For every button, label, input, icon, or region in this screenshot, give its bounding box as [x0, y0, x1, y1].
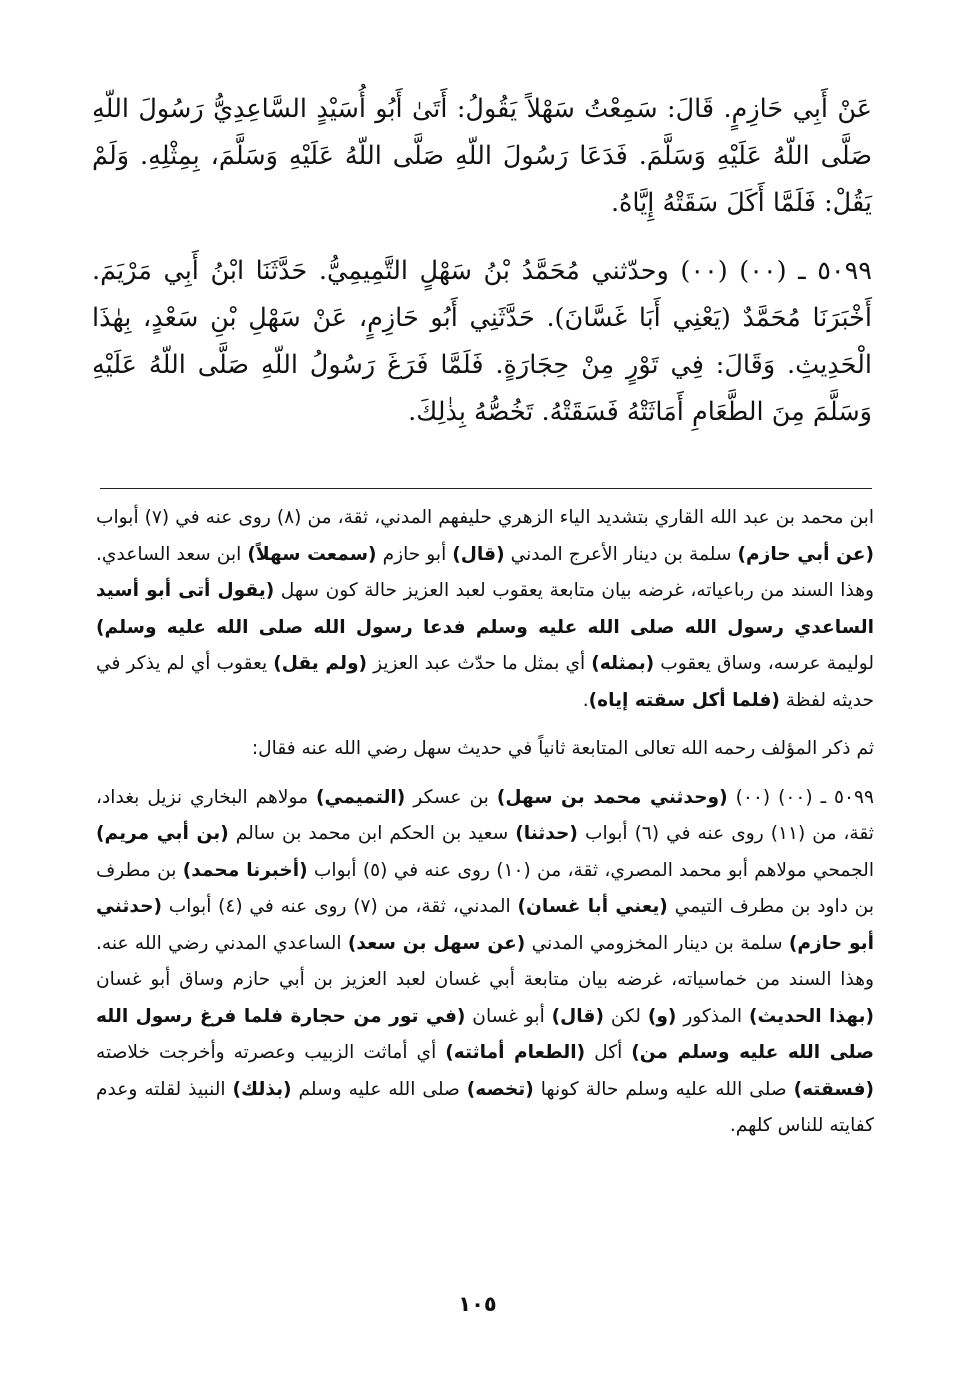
commentary-segment: ٥٠٩٩ ـ (٠٠) (٠٠)	[727, 786, 874, 808]
commentary-segment: المدني، ثقة، من (٧) روى عنه في (٤) أبواب	[162, 896, 518, 917]
quoted-hadith-phrase: (يعني أبا غسان)	[517, 896, 668, 917]
quoted-hadith-phrase: (يقول أتى أبو أسيد الساعدي رسول الله صلى الله عليه وسلم فدعا رسول الله صلى الله عليه وسلم)	[96, 580, 874, 638]
quoted-hadith-phrase: (حدثني أبو حازم)	[96, 896, 874, 954]
quoted-hadith-phrase: (بن أبي مريم)	[96, 823, 229, 844]
quoted-hadith-phrase: (عن أبي حازم)	[737, 543, 875, 565]
quoted-hadith-phrase: (بمثله)	[591, 653, 655, 674]
quoted-hadith-phrase: (و)	[647, 1005, 677, 1027]
quoted-hadith-phrase: (عن سهل بن سعد)	[347, 932, 526, 954]
hadith-paragraph-1: عَنْ أَبِي حَازِمٍ. قَالَ: سَمِعْتُ سَهْلاً يَقُولُ: أَتَىٰ أَبُو أُسَيْدٍ السَّاعِدِيُّ رَسُولَ اللّهِ صَلَّى اللّهُ عَلَيْهِ وَسَلَّمَ. فَدَعَا رَسُولَ اللّهِ صَلَّى اللّهُ عَلَيْهِ وَسَلَّمَ، بِمِثْلِهِ. وَلَمْ يَقُلْ: فَلَمَّا أَكَلَ سَقَتْهُ إِيَّاهُ.	[92, 94, 872, 218]
commentary-segment: ابن محمد بن عبد الله القاري بتشديد الياء الزهري حليفهم المدني، ثقة، من (٨) روى عنه في (٧) أبواب	[96, 507, 875, 528]
quoted-hadith-phrase: (بهذا الحديث)	[749, 1005, 874, 1027]
quoted-hadith-phrase: (بذلك)	[232, 1078, 292, 1100]
quoted-hadith-phrase: (فسقته)	[793, 1078, 874, 1100]
quoted-hadith-phrase: (التميمي)	[316, 786, 406, 808]
commentary-segment: لكن	[603, 1005, 648, 1027]
commentary-segment: أبو حازم	[376, 543, 453, 565]
commentary-segment: سعيد بن الحكم ابن محمد بن سالم	[228, 823, 516, 844]
commentary-segment: لوليمة عرسه، وساق يعقوب	[654, 653, 874, 674]
footnote-divider	[100, 488, 872, 489]
commentary-paragraph-2	[96, 780, 874, 1145]
quoted-hadith-phrase: (وحدثني محمد بن سهل)	[496, 786, 728, 808]
quoted-hadith-phrase: (حدثنا)	[515, 823, 578, 844]
commentary-segment: صلى الله عليه وسلم حالة كونها	[533, 1078, 794, 1100]
quoted-hadith-phrase: (ولم يقل)	[273, 653, 368, 674]
commentary-segment: أبو غسان	[465, 1005, 552, 1027]
hadith-main-text	[92, 86, 872, 436]
commentary-transition: ثم ذكر المؤلف رحمه الله تعالى المتابعة ثانياً في حديث سهل رضي الله عنه فقال:	[251, 738, 874, 759]
quoted-hadith-phrase: (تخصه)	[466, 1078, 534, 1100]
commentary-text	[96, 500, 874, 1145]
commentary-segment: الجمحي مولاهم أبو محمد المصري، ثقة، من (١٠) روى عنه في (٥) أبواب	[307, 859, 874, 881]
quoted-hadith-phrase: (سمعت سهلاً)	[247, 543, 377, 565]
quoted-hadith-phrase: (الطعام أماثته)	[445, 1042, 586, 1063]
commentary-segment: الساعدي المدني رضي الله عنه. وهذا السند من خماسياته، غرضه بيان متابعة أبي غسان لعبد العزيز بن أبي حازم وساق أبو غسان	[96, 932, 874, 990]
commentary-segment: النبيذ لقلته وعدم كفايته للناس كلهم.	[96, 1078, 874, 1136]
commentary-segment: سلمة بن دينار الأعرج المدني	[504, 543, 738, 565]
quoted-hadith-phrase: (قال)	[452, 543, 505, 565]
quoted-hadith-phrase: (فلما أكل سقته إياه)	[588, 689, 780, 711]
commentary-segment: ابن سعد الساعدي. وهذا السند من رباعياته، غرضه بيان متابعة يعقوب لعبد العزيز حالة كون سهل	[96, 543, 875, 601]
commentary-segment: .	[582, 689, 589, 711]
commentary-segment: مولاهم البخاري نزيل بغداد، ثقة، من (١١) روى عنه في (٦) أبواب	[96, 786, 874, 844]
commentary-segment: يعقوب أي لم يذكر في حديثه لفظة	[96, 653, 874, 711]
commentary-segment: أي بمثل ما حدّث عبد العزيز	[367, 653, 592, 674]
quoted-hadith-phrase: (قال)	[551, 1005, 604, 1027]
commentary-segment: بن عسكر	[405, 786, 497, 808]
commentary-segment: سلمة بن دينار المخزومي المدني	[525, 932, 789, 954]
commentary-segment: بن مطرف بن داود بن مطرف التيمي	[96, 859, 874, 917]
commentary-segment: المذكور	[676, 1005, 749, 1027]
quoted-hadith-phrase: (في تور من حجارة فلما فرغ رسول الله صلى الله عليه وسلم من)	[96, 1005, 875, 1063]
commentary-segment: أكل	[585, 1042, 632, 1063]
commentary-segment: أي أماثت الزبيب وعصرته وأخرجت خلاصته	[96, 1042, 446, 1063]
commentary-segment: صلى الله عليه وسلم	[291, 1078, 467, 1100]
quoted-hadith-phrase: (أخبرنا محمد)	[182, 859, 308, 881]
hadith-paragraph-2: ٥٠٩٩ ـ (٠٠) (٠٠) وحدّثني مُحَمَّدُ بْنُ سَهْلٍ التَّمِيمِيُّ. حَدَّثَنَا ابْنُ أَبِي مَرْيَمَ. أَخْبَرَنَا مُحَمَّدٌ (يَعْنِي أَبَا غَسَّانَ). حَدَّثَنِي أَبُو حَازِمٍ، عَنْ سَهْلِ بْنِ سَعْدٍ، بِهٰذَا الْحَدِيثِ. وَقَالَ: فِي تَوْرٍ مِنْ حِجَارَةٍ. فَلَمَّا فَرَغَ رَسُولُ اللّهِ صَلَّى اللّهُ عَلَيْهِ وَسَلَّمَ مِنَ الطَّعَامِ أَمَاثَتْهُ فَسَقَتْهُ. تَخُصُّهُ بِذٰلِكَ.	[92, 256, 873, 427]
commentary-paragraph-1	[96, 500, 874, 719]
page-number: ١٠٥	[458, 1292, 497, 1316]
